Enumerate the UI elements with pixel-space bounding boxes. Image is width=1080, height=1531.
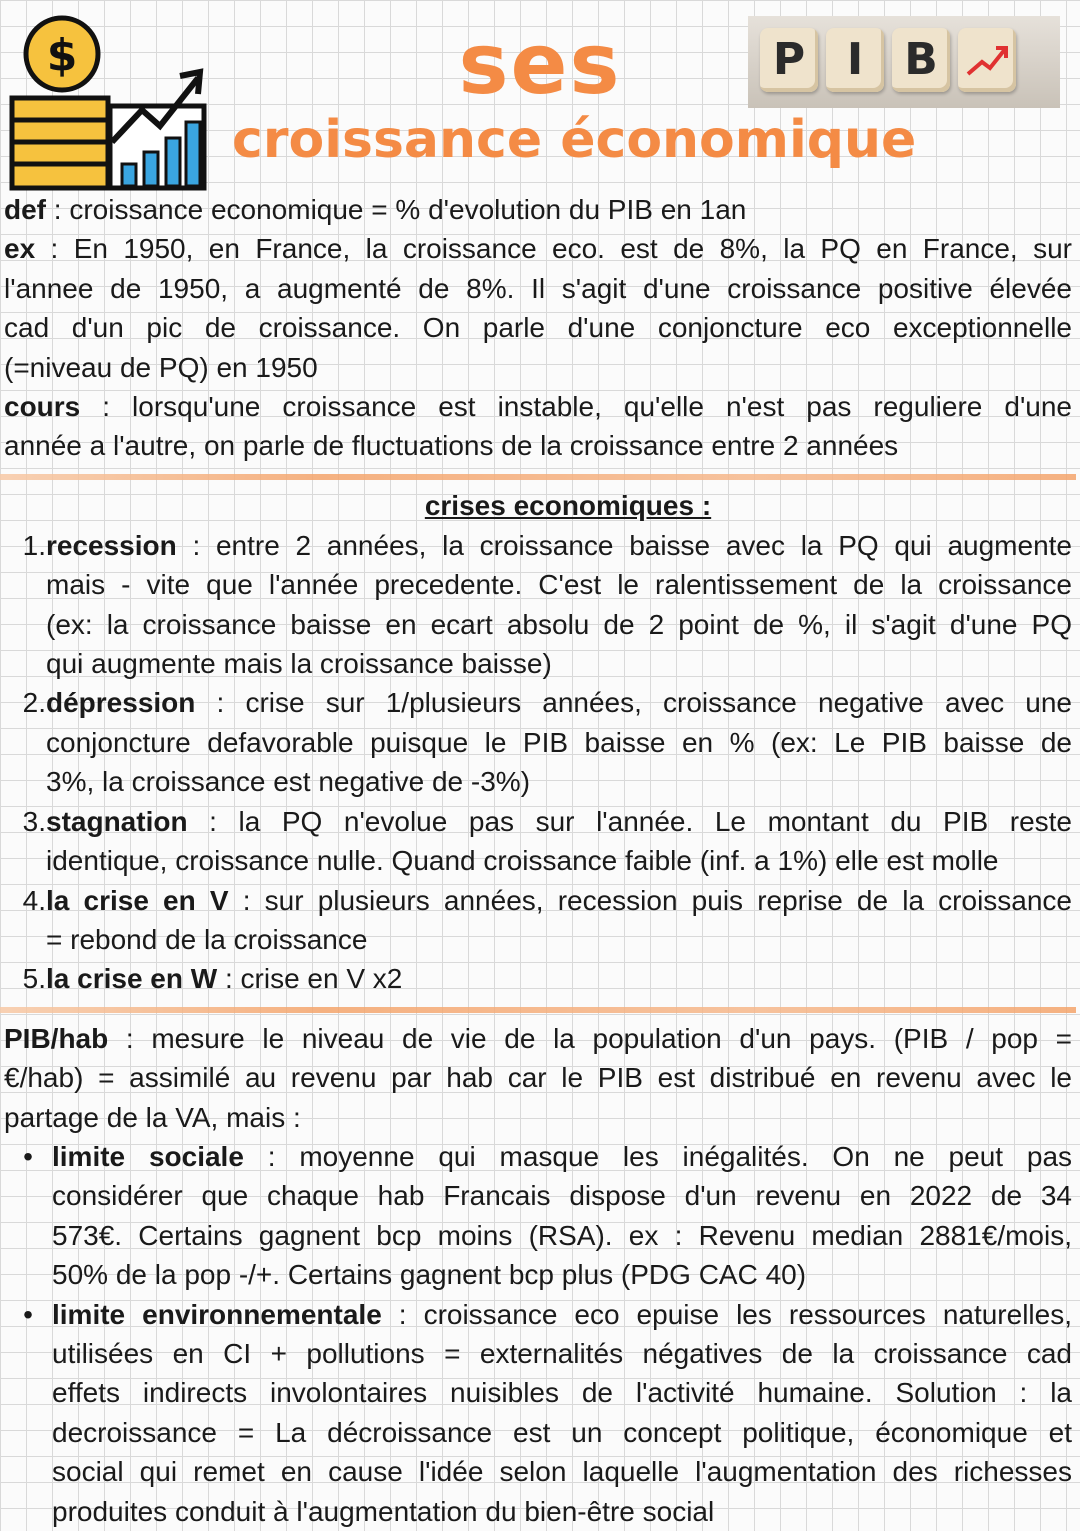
item-label: recession: [46, 529, 177, 561]
list-number: 3.: [22, 805, 46, 837]
bullet-label: limite sociale: [52, 1140, 244, 1172]
bullet-text: effets indirects involontaires nuisibles de l'activité humaine. Solution : la: [52, 1377, 1072, 1409]
item-text: (ex: la croissance baisse en ecart absolu de 2 point de %, il s'agit d'une PQ: [46, 608, 1072, 640]
bullet-text: produites conduit à l'augmentation du bien-être social: [52, 1495, 715, 1527]
bullet-text: : croissance eco epuise les ressources naturelles,: [398, 1298, 1072, 1330]
list-item: [4, 881, 1072, 960]
page-subtitle: croissance économique: [232, 110, 917, 170]
def-label: def: [4, 194, 46, 225]
pib-blocks-photo: [748, 16, 1060, 108]
list-number: 4.: [22, 884, 46, 916]
item-text: conjoncture defavorable puisque le PIB baisse en % (ex: Le PIB baisse de: [46, 726, 1072, 758]
bullet-text: social qui remet en cause l'idée selon laquelle l'augmentation des richesses: [52, 1456, 1072, 1488]
bullet-text: : moyenne qui masque les inégalités. On ne peut pas: [267, 1140, 1073, 1172]
bullet-item: [4, 1295, 1072, 1531]
pib-block: B: [892, 28, 950, 92]
example-line: cad d'un pic de croissance. On parle d'une conjoncture eco exceptionnelle: [4, 312, 1072, 344]
section-title-crises: crises economiques :: [424, 489, 712, 521]
example-text: : En 1950, en France, la croissance eco. est de 8%, la PQ en France, sur: [50, 233, 1072, 265]
header: [0, 0, 1080, 192]
bullet-text: decroissance = La décroissance est un concept politique, économique et: [52, 1416, 1072, 1448]
list-item: [4, 802, 1072, 881]
item-label: dépression: [46, 687, 196, 719]
notes-content: [4, 190, 1072, 1531]
bullet-text: 50% de la pop -/+. Certains gagnent bcp plus (PDG CAC 40): [52, 1259, 807, 1291]
list-number: 1.: [22, 529, 46, 561]
definition: [4, 190, 1072, 229]
list-item: [4, 526, 1072, 684]
section-divider: [0, 1007, 1076, 1013]
item-text: qui augmente mais la croissance baisse): [46, 648, 552, 680]
cours-label: cours: [4, 391, 81, 423]
trend-up-arrow-icon: [958, 28, 1016, 92]
item-text: identique, croissance nulle. Quand croissance faible (inf. a 1%) elle est molle: [46, 845, 999, 877]
item-text: : la PQ n'evolue pas sur l'année. Le montant du PIB reste: [209, 805, 1072, 837]
list-item: [4, 683, 1072, 801]
example-line: (=niveau de PQ) en 1950: [4, 351, 318, 383]
example-line: [4, 229, 1072, 268]
section-divider: [0, 474, 1076, 480]
svg-text:$: $: [46, 30, 78, 81]
pib-block: I: [826, 28, 884, 92]
bullet-text: considérer que chaque hab Francais dispose d'un revenu en 2022 de 34: [52, 1180, 1072, 1212]
list-number: 2.: [22, 687, 46, 719]
item-text: = rebond de la croissance: [46, 923, 368, 955]
bullet-text: 573€. Certains gagnent bcp moins (RSA). ex : Revenu median 2881€/mois,: [52, 1219, 1072, 1251]
page-title: ses: [458, 15, 622, 113]
pib-block: P: [760, 28, 818, 92]
item-text: : crise sur 1/plusieurs années, croissance negative avec une: [216, 687, 1072, 719]
example-line: l'annee de 1950, a augmenté de 8%. Il s'agit d'une croissance positive élevée: [4, 272, 1072, 304]
pibhab-line: €/hab) = assimilé au revenu par hab car le PIB est distribué en revenu avec le: [4, 1062, 1072, 1094]
bullet-icon: •: [23, 1140, 33, 1172]
bullet-icon: •: [23, 1298, 33, 1330]
item-label: la crise en V: [46, 884, 229, 916]
bullet-item: [4, 1137, 1072, 1295]
pibhab-line: partage de la VA, mais :: [4, 1101, 301, 1133]
pibhab-line: [4, 1019, 1072, 1058]
list-number: 5.: [22, 963, 46, 995]
def-text: : croissance economique = % d'evolution du PIB en 1an: [53, 194, 747, 225]
item-text: : crise en V x2: [224, 963, 403, 995]
cours-line: [4, 387, 1072, 426]
pibhab-text: : mesure le niveau de vie de la population d'un pays. (PIB / pop =: [125, 1022, 1073, 1054]
bullet-label: limite environnementale: [52, 1298, 382, 1330]
cours-line: année a l'autre, on parle de fluctuations de la croissance entre 2 années: [4, 430, 899, 462]
item-text: : entre 2 années, la croissance baisse avec la PQ qui augmente: [192, 529, 1072, 561]
item-text: : sur plusieurs années, recession puis reprise de la croissance: [242, 884, 1073, 916]
item-label: la crise en W: [46, 963, 218, 995]
item-text: 3%, la croissance est negative de -3%): [46, 766, 531, 798]
item-label: stagnation: [46, 805, 188, 837]
bullet-text: utilisées en CI + pollutions = externalités négatives de la croissance cad: [52, 1337, 1072, 1369]
item-text: mais - vite que l'année precedente. C'est le ralentissement de la croissance: [46, 569, 1072, 601]
list-item: [4, 959, 1072, 998]
pibhab-label: PIB/hab: [4, 1022, 109, 1054]
ex-label: ex: [4, 233, 36, 265]
cours-text: : lorsqu'une croissance est instable, qu'elle n'est pas reguliere d'une: [102, 391, 1073, 423]
